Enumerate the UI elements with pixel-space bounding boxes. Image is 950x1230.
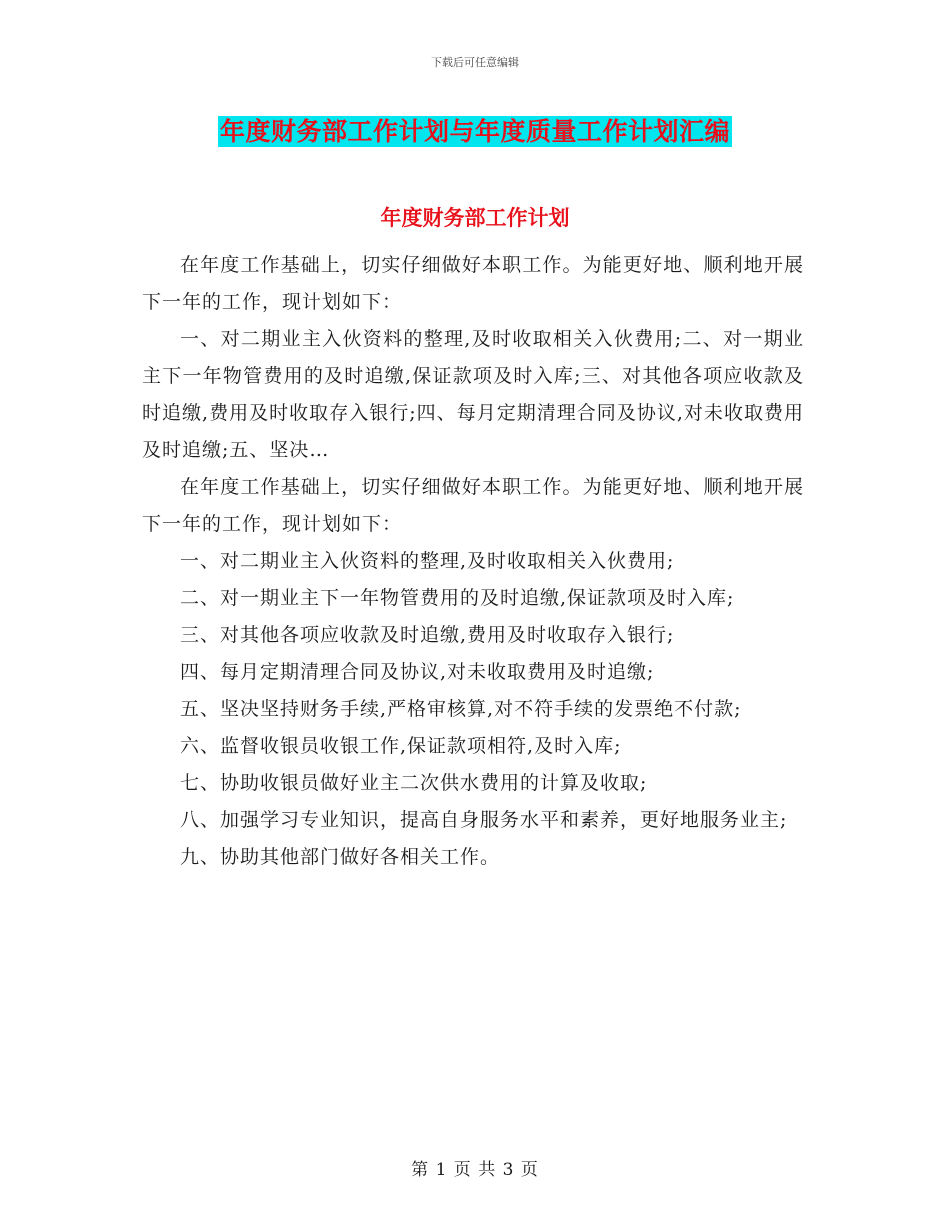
paragraph-summary: 一、对二期业主入伙资料的整理,及时收取相关入伙费用;二、对一期业主下一年物管费用的及时追缴,保证款项及时入库;三、对其他各项应收款及时追缴,费用及时收取存入银行;四、每月定期清理合同及协议,对未收取费用及时追缴;五、坚决… xyxy=(142,328,804,461)
list-item: 一、对二期业主入伙资料的整理,及时收取相关入伙费用; xyxy=(180,550,675,572)
list-item: 八、加强学习专业知识，提高自身服务水平和素养，更好地服务业主; xyxy=(180,809,788,831)
document-title xyxy=(0,112,950,148)
document-body xyxy=(142,247,804,876)
paragraph-intro: 在年度工作基础上，切实仔细做好本职工作。为能更好地、顺利地开展下一年的工作，现计划如下： xyxy=(142,254,804,313)
section-title: 年度财务部工作计划 xyxy=(380,206,570,230)
document-title-text: 年度财务部工作计划与年度质量工作计划汇编 xyxy=(219,117,730,146)
paragraph-intro-repeat: 在年度工作基础上，切实仔细做好本职工作。为能更好地、顺利地开展下一年的工作，现计划如下： xyxy=(142,476,804,535)
list-item: 九、协助其他部门做好各相关工作。 xyxy=(180,846,501,868)
list-item: 六、监督收银员收银工作,保证款项相符,及时入库; xyxy=(180,735,622,757)
page-header-note: 下载后可任意编辑 xyxy=(431,56,519,69)
list-item: 四、每月定期清理合同及协议,对未收取费用及时追缴; xyxy=(180,661,655,683)
list-item: 二、对一期业主下一年物管费用的及时追缴,保证款项及时入库; xyxy=(180,587,735,609)
list-item: 三、对其他各项应收款及时追缴,费用及时收取存入银行; xyxy=(180,624,675,646)
list-item: 七、协助收银员做好业主二次供水费用的计算及收取; xyxy=(180,772,648,794)
page-number-footer: 第 1 页 共 3 页 xyxy=(411,1160,539,1180)
list-item: 五、坚决坚持财务手续,严格审核算,对不符手续的发票绝不付款; xyxy=(180,698,742,720)
